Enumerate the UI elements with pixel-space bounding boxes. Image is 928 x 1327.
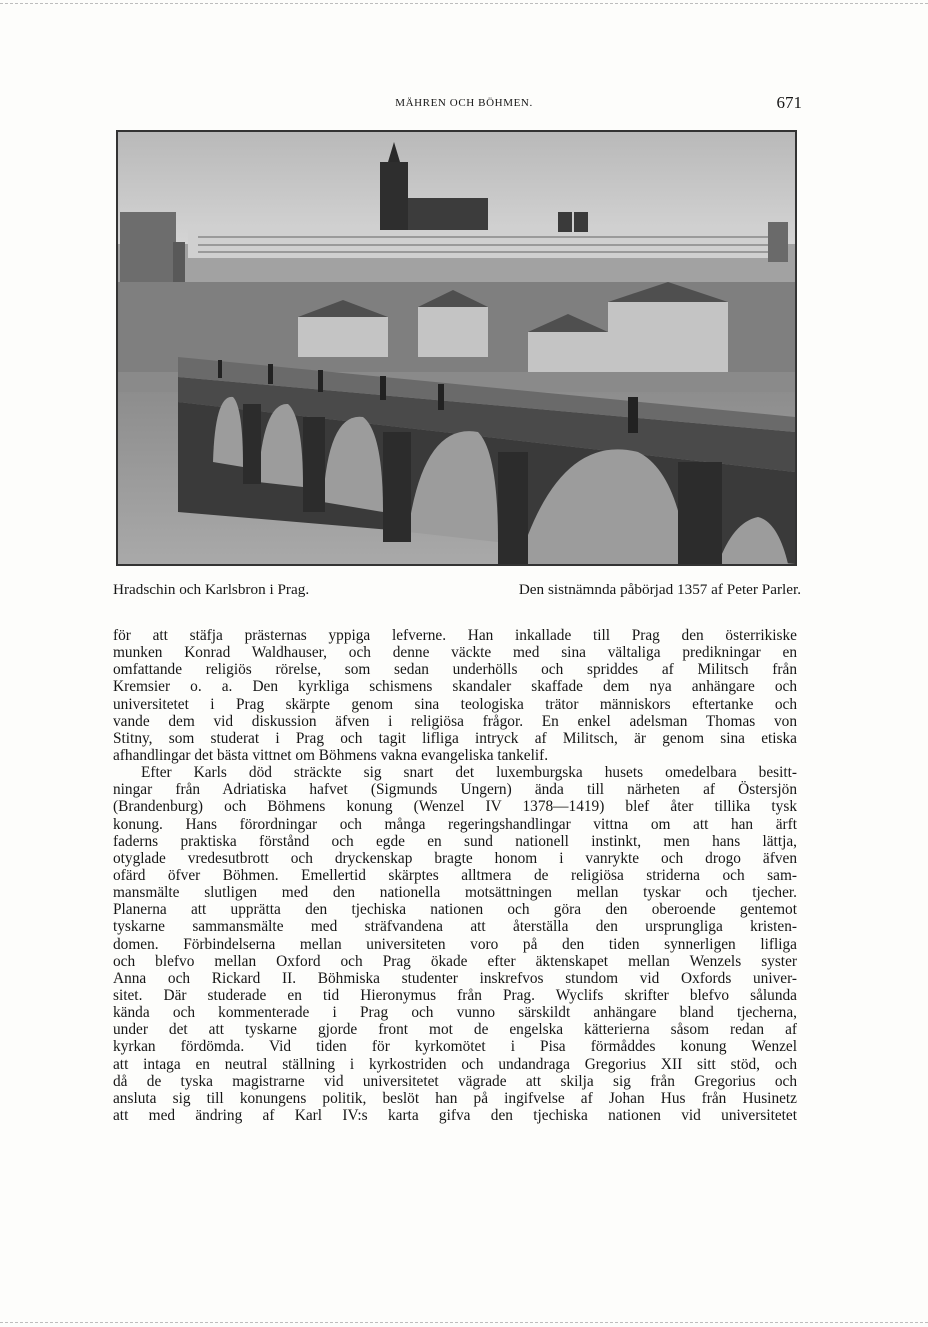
photo-illustration	[118, 132, 795, 564]
figure-caption	[113, 581, 801, 599]
text-line: Stitny, som studerat i Prag och tagit lifliga intryck af Militsch, är genom sina etiska	[113, 729, 797, 747]
text-line: mansmälte slutligen med den nationella motsättningen mellan tyskar och tjecher.	[113, 884, 797, 902]
text-line: otyglade vredesutbrott och dryckenskap bragte honom i vanrykte och drogo äfven	[113, 849, 797, 867]
text-line: ansluta sig till konungens politik, beslöt han på ingifvelse af Johan Hus från Husinetz	[113, 1089, 797, 1107]
text-line: Efter Karls död sträckte sig snart det luxemburgska husets omedelbara besitt-	[141, 764, 797, 782]
text-line: tyskarne sammansmälte med sträfvandena att återställa den ursprungliga kristen-	[113, 918, 797, 936]
text-line: (Brandenburg) och Böhmens konung (Wenzel IV 1378—1419) blef åter tillika tysk	[113, 798, 797, 816]
caption-description: Den sistnämnda påbörjad 1357 af Peter Parler.	[518, 581, 801, 598]
text-line: konung. Hans förordningar och många regeringshandlingar vittna om att han ärft	[113, 815, 797, 833]
page-edge-top	[0, 3, 928, 4]
text-line: att intaga en neutral ställning i kyrkostriden och undandraga Gregorius XII sitt stöd, och	[113, 1055, 797, 1073]
text-line: Kremsier o. a. Den kyrkliga schismens skandaler skaffade dem nya anhängare och	[113, 678, 797, 696]
text-line: ningar från Adriatiska hafvet (Sigmunds Ungern) ända till närheten af Östersjön	[113, 781, 797, 799]
castle-corner-tower	[768, 222, 788, 262]
text-line: att med ändring af Karl IV:s karta gifva den tjechiska nationen vid universitetet	[113, 1106, 797, 1124]
church-tower-left	[558, 212, 572, 232]
text-line: för att stäfja prästernas yppiga lefverne. Han inkallade till Prag den österrikiske	[113, 627, 797, 644]
text-line: då de tyska magistrarne vid universitetet vägrade att skilja sig från Gregorius och	[113, 1072, 797, 1090]
text-line: faderns praktiska förstånd och egde en sund nationell instinkt, men hans lättja,	[113, 832, 797, 850]
page-number: 671	[776, 93, 802, 112]
text-line: omfattande religiös rörelse, som sedan underhölls och spriddes af Militsch från	[113, 661, 797, 679]
text-line: under det att tyskarne gjorde front mot de engelska kätterierna såsom redan af	[113, 1021, 797, 1039]
text-line: domen. Förbindelserna mellan universiteten voro på den tiden synnerligen lifliga	[113, 935, 797, 953]
text-line: vande dem vid diskussion äfven i religiösa frågor. En enkel adelsman Thomas von	[113, 712, 797, 730]
text-line: kända och kommenterade i Prag och vunno särskildt anhängare bland tjecherna,	[113, 1004, 797, 1022]
castle-facade	[188, 228, 788, 258]
body-text	[113, 627, 797, 1124]
text-line: munken Konrad Waldhauser, och denne väckte med sina vältaliga predikningar en	[113, 644, 797, 662]
text-line: ofärd öfver Böhmen. Emellertid skärptes alltmera de religiösa striderna och sam-	[113, 866, 797, 884]
text-line: Planerna att upprätta den tjechiska nationen och göra den oberoende gentemot	[113, 901, 797, 919]
running-head: MÄHREN OCH BÖHMEN.	[395, 97, 533, 109]
photograph-hradschin-charles-bridge	[116, 130, 797, 566]
cathedral-nave	[408, 198, 488, 230]
text-line: och blefvo mellan Oxford och Prag ökade efter äktenskapet mellan Wenzels syster	[113, 952, 797, 970]
page-edge-bottom	[0, 1322, 928, 1323]
text-line: sitet. Där studerade en tid Hieronymus från Prag. Wyclifs skrifter blefvo sålunda	[113, 986, 797, 1004]
caption-title: Hradschin och Karlsbron i Prag.	[113, 581, 310, 598]
cathedral-tower	[380, 162, 408, 230]
text-line: universitetet i Prag skärpte genom sina teologiska trätor människors eftertanke och	[113, 695, 797, 713]
church-tower-right	[574, 212, 588, 232]
text-line: Anna och Rickard II. Böhmiska studenter inskrefvos stundom vid Oxfords univer-	[113, 969, 797, 987]
text-line: kyrkan fördömda. Vid tiden för kyrkomötet i Pisa förmåddes konung Wenzel	[113, 1038, 797, 1056]
text-line: afhandlingar det bästa vittnet om Böhmens vakna evangeliska tankelif.	[113, 746, 549, 764]
